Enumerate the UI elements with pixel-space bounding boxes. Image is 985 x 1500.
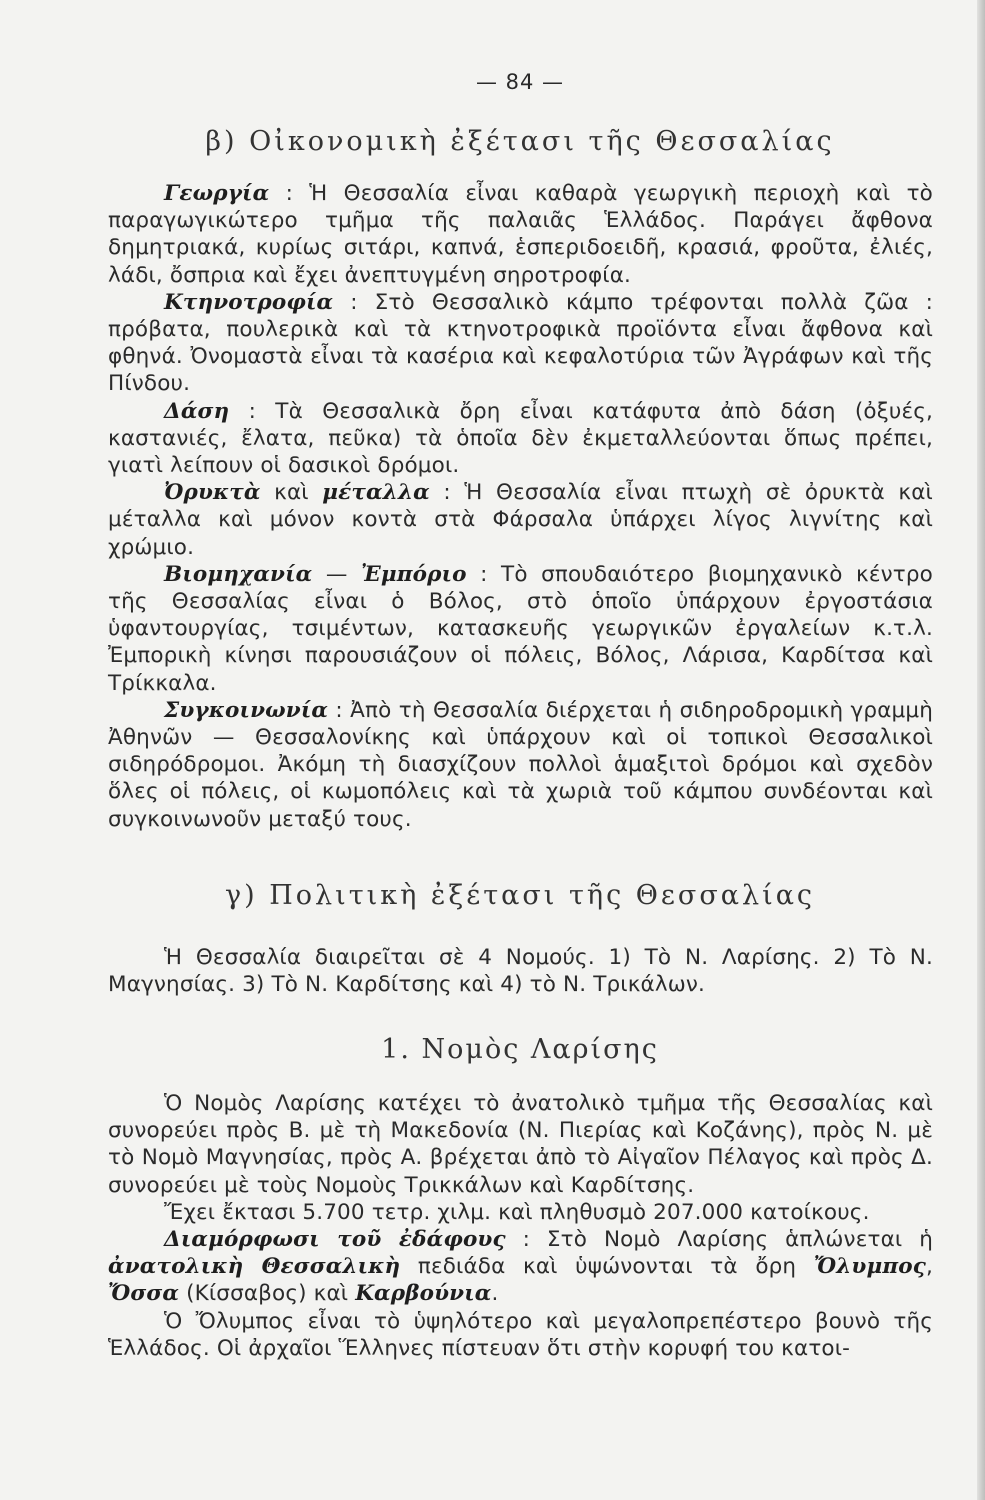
separator: : — [333, 289, 375, 315]
text-livestock: Στὸ Θεσσαλικὸ κάμπο τρέφονται πολλὰ ζῶα : πρόβατα, πουλερικὰ καὶ τὰ κτηνοτροφικὰ προϊόντα εἶναι ἄφθονα καὶ φθηνά. Ὀνομαστὰ εἶναι τὰ κασέρια καὶ κεφαλοτύρια τῶν Ἀγράφων καὶ τῆς Πίνδου. — [108, 289, 933, 397]
page-edge — [977, 0, 985, 1500]
terrain-text: Στὸ Νομὸ Λαρίσης ἁπλώνεται ἡ — [546, 1227, 933, 1253]
paragraph-larisa-terrain — [108, 1226, 933, 1308]
separator: : — [505, 1227, 547, 1253]
term-ossa: Ὄσσα — [108, 1281, 180, 1307]
label-forests: Δάση — [164, 398, 230, 424]
paragraph-industry — [108, 561, 933, 697]
connector: καὶ — [260, 480, 323, 506]
text-agriculture: Ἡ Θεσσαλία εἶναι καθαρὰ γεωργικὴ περιοχὴ καὶ τὸ παραγωγικώτερο τμῆμα τῆς παλαιᾶς Ἑλλάδος. Παράγει ἄφθονα δημητριακά, κυρίως σιτάρι, καπνά, ἑσπεριδοειδῆ, κρασιά, φροῦτα, ἐλιές, λάδι, ὄσπρια καὶ ἔχει ἀνεπτυγμένη σηροτροφία. — [108, 181, 933, 288]
paragraph-larisa-area: Ἔχει ἔκτασι 5.700 τετρ. χιλμ. καὶ πληθυσμὸ 207.000 κατοίκους. — [164, 1199, 870, 1225]
terrain-text: . — [491, 1281, 499, 1307]
section-heading-economic: β) Οἰκονομικὴ ἐξέτασι τῆς Θεσσαλίας — [205, 126, 835, 157]
terrain-text: (Κίσσαβος) καὶ — [179, 1281, 356, 1307]
paragraph-forests — [108, 398, 933, 480]
label-industry: Βιομηχανία — [164, 561, 313, 587]
label-minerals: Ὀρυκτὰ — [164, 480, 261, 506]
connector: — — [312, 561, 361, 587]
subsection-heading-larisa: 1. Νομὸς Λαρίσης — [381, 1034, 659, 1065]
page-number: — 84 — — [475, 70, 565, 94]
section-heading-political: γ) Πολιτικὴ ἐξέτασι τῆς Θεσσαλίας — [224, 880, 816, 911]
term-olympus: Ὄλυμπος — [813, 1254, 927, 1280]
larisa-section-body — [108, 1090, 933, 1362]
separator: : — [466, 561, 502, 587]
separator: : — [269, 181, 310, 206]
paragraph-transport — [108, 697, 933, 833]
label-terrain: Διαμόρφωσι τοῦ ἐδάφους — [164, 1227, 506, 1253]
term-karvounia: Καρβούνια — [355, 1281, 492, 1307]
paragraph-prefectures: Ἡ Θεσσαλία διαιρεῖται σὲ 4 Νομούς. 1) Τὸ Ν. Λαρίσης. 2) Τὸ Ν. Μαγνησίας. 3) Τὸ Ν. Καρδίτσης καὶ 4) τὸ Ν. Τρικάλων. — [108, 945, 933, 998]
term-east-thessaly: ἀνατολικὴ Θεσσαλικὴ — [108, 1254, 401, 1280]
paragraph-minerals — [108, 479, 933, 561]
text-industry: Τὸ σπουδαιότερο βιομηχανικὸ κέντρο τῆς Θεσσαλίας εἶναι ὁ Βόλος, στὸ ὁποῖο ὑπάρχουν ἐργοστάσια ὑφαντουργίας, τσιμέντων, κατασκευῆς γεωργικῶν ἐργαλείων κ.τ.λ. Ἐμπορικὴ κίνησι παρουσιάζουν οἱ πόλεις, Βόλος, Λάρισα, Καρδίτσα καὶ Τρίκκαλα. — [108, 561, 933, 696]
label-transport: Συγκοινωνία — [164, 697, 329, 723]
paragraph-agriculture — [108, 180, 933, 289]
separator: : — [229, 398, 276, 424]
paragraph-livestock — [108, 289, 933, 398]
label-agriculture: Γεωργία — [164, 181, 270, 206]
label-commerce: Ἐμπόριο — [361, 561, 467, 587]
paragraph-larisa-borders: Ὁ Νομὸς Λαρίσης κατέχει τὸ ἀνατολικὸ τμῆμα τῆς Θεσσαλίας καὶ συνορεύει πρὸς Β. μὲ τὴ Μακεδονία (Ν. Πιερίας καὶ Κοζάνης), πρὸς Ν. μὲ τὸ Νομὸ Μαγνησίας, πρὸς Α. βρέχεται ἀπὸ τὸ Αἰγαῖον Πέλαγος καὶ πρὸς Δ. συνορεύει μὲ τοὺς Νομοὺς Τρικκάλων καὶ Καρδίτσης. — [108, 1091, 933, 1198]
political-section-body — [108, 944, 933, 998]
terrain-text: , — [926, 1254, 933, 1280]
terrain-text: πεδιάδα καὶ ὑψώνονται τὰ ὄρη — [400, 1254, 814, 1280]
economic-section-body — [108, 180, 933, 833]
separator: : — [328, 697, 351, 723]
paragraph-olympus: Ὁ Ὄλυμπος εἶναι τὸ ὑψηλότερο καὶ μεγαλοπρεπέστερο βουνὸ τῆς Ἑλλάδος. Οἱ ἀρχαῖοι Ἕλληνες πίστευαν ὅτι στὴν κορυφή του κατοι- — [108, 1308, 933, 1361]
separator: : — [429, 480, 465, 506]
label-metals: μέταλλα — [322, 480, 430, 506]
text-transport: Ἀπὸ τὴ Θεσσαλία διέρχεται ἡ σιδηροδρομικὴ γραμμὴ Ἀθηνῶν — Θεσσαλονίκης καὶ ὑπάρχουν καὶ οἱ τοπικοὶ Θεσσαλικοὶ σιδηρόδρομοι. Ἀκόμη τὴ διασχίζουν πολλοὶ ἁμαξιτοὶ δρόμοι καὶ σχεδὸν ὅλες οἱ πόλεις, οἱ κωμοπόλεις καὶ τὰ χωριὰ τοῦ κάμπου συνδέονται καὶ συγκοινωνοῦν μεταξύ τους. — [108, 697, 933, 832]
text-forests: Τὰ Θεσσαλικὰ ὄρη εἶναι κατάφυτα ἀπὸ δάση (ὀξυές, καστανιές, ἔλατα, πεῦκα) τὰ ὁποῖα δὲν ἐκμεταλλεύονται ὅπως πρέπει, γιατὶ λείπουν οἱ δασικοὶ δρόμοι. — [108, 398, 933, 479]
label-livestock: Κτηνοτροφία — [164, 289, 334, 315]
text-minerals: Ἡ Θεσσαλία εἶναι πτωχὴ σὲ ὀρυκτὰ καὶ μέταλλα καὶ μόνον κοντὰ στὰ Φάρσαλα ὑπάρχει λίγος λιγνίτης καὶ χρώμιο. — [108, 480, 933, 560]
